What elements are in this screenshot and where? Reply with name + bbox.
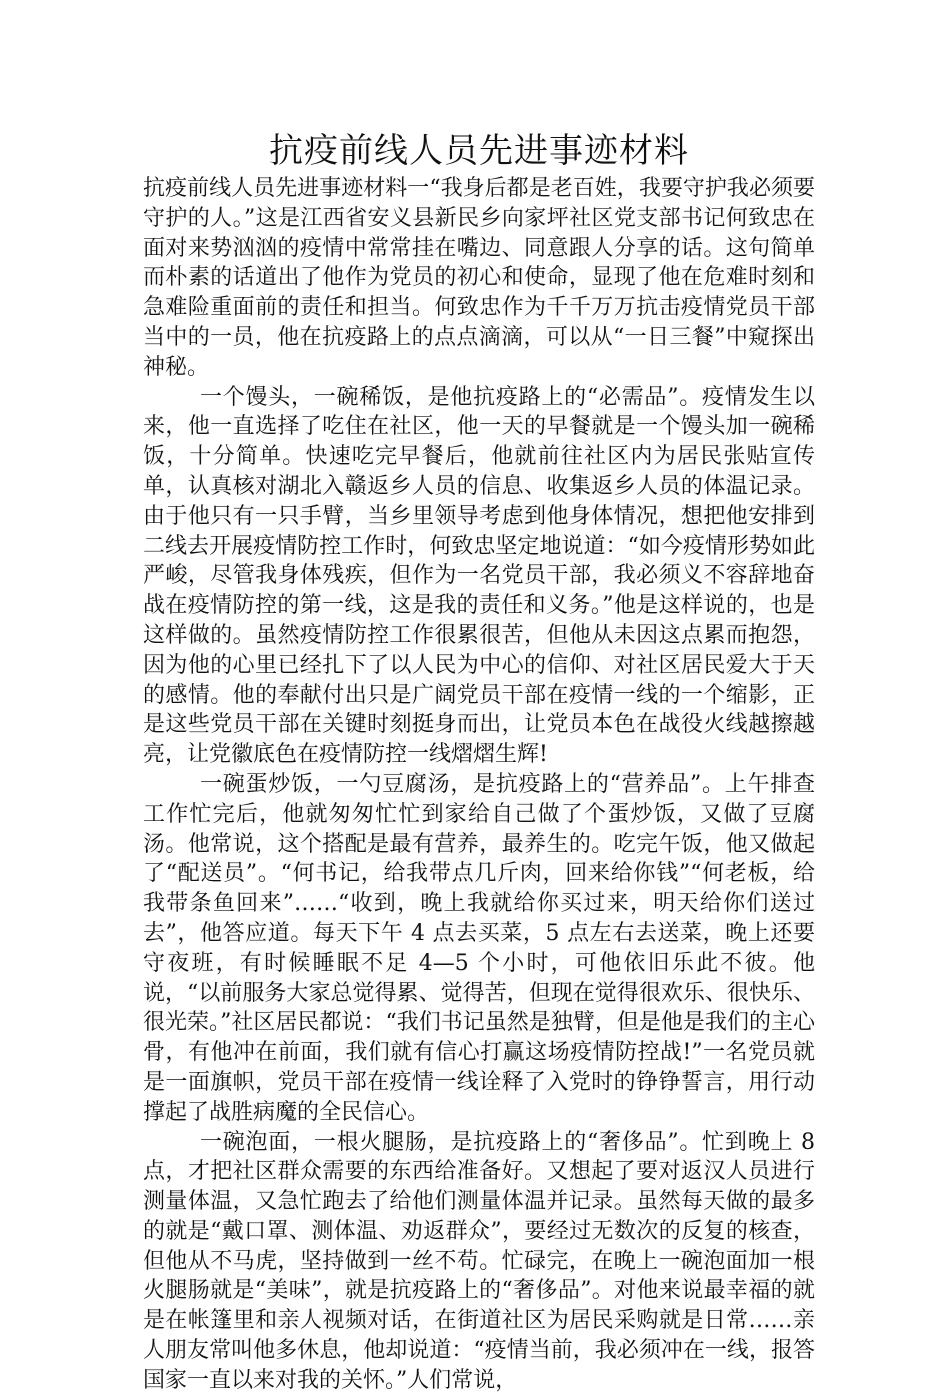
document-title: 抗疫前线人员先进事迹材料 bbox=[269, 131, 689, 171]
paragraph-breakfast: 一个馒头，一碗稀饭，是他抗疫路上的“必需品”。疫情发生以来，他一直选择了吃住在社区，他一天的早餐就是一个馒头加一碗稀饭，十分简单。快速吃完早餐后，他就前往社区内为居民张贴宣传单，认真核对湖北入赣返乡人员的信息、收集返乡人员的体温记录。由于他只有一只手臂，当乡里领导考虑到他身体情况，想把他安排到二线去开展疫情防控工作时，何致忠坚定地说道：“如今疫情形势如此严峻，尽管我身体残疾，但作为一名党员干部，我必须义不容辞地奋战在疫情防控的第一线，这是我的责任和义务。”他是这样说的，也是这样做的。虽然疫情防控工作很累很苦，但他从未因这点累而抱怨，因为他的心里已经扎下了以人民为中心的信仰、对社区居民爱大于天的感情。他的奉献付出只是广阔党员干部在疫情一线的一个缩影，正是这些党员干部在关键时刻挺身而出，让党员本色在战役火线越擦越亮，让党徽底色在疫情防控一线熠熠生辉! bbox=[143, 384, 815, 768]
paragraph-intro: 抗疫前线人员先进事迹材料一“我身后都是老百姓，我要守护我必须要守护的人。”这是江西省安义县新民乡向家坪社区党支部书记何致忠在面对来势汹汹的疫情中常常挂在嘴边、同意跟人分享的话。这句简单而朴素的话道出了他作为党员的初心和使命，显现了他在危难时刻和急难险重面前的责任和担当。何致忠作为千千万万抗击疫情党员干部当中的一员，他在抗疫路上的点点滴滴，可以从“一日三餐”中窥探出神秘。 bbox=[143, 176, 815, 380]
paragraph-lunch: 一碗蛋炒饭，一勺豆腐汤，是抗疫路上的“营养品”。上午排查工作忙完后，他就匆匆忙忙到家给自己做了个蛋炒饭，又做了豆腐汤。他常说，这个搭配是最有营养，最养生的。吃完午饭，他又做起了“配送员”。“何书记，给我带点几斤肉，回来给你钱”“何老板，给我带条鱼回来”……“收到，晚上我就给你买过来，明天给你们送过去”，他答应道。每天下午 4 点去买菜，5 点左右去送菜，晚上还要守夜班，有时候睡眠不足 4—5 个小时，可他依旧乐此不彼。他说，“以前服务大家总觉得累、觉得苦，但现在觉得很欢乐、很快乐、很光荣。”社区居民都说：“我们书记虽然是独臂，但是他是我们的主心骨，有他冲在前面，我们就有信心打赢这场疫情防控战!”一名党员就是一面旗帜，党员干部在疫情一线诠释了入党时的铮铮誓言，用行动撑起了战胜病魔的全民信心。 bbox=[143, 771, 815, 1125]
paragraph-dinner: 一碗泡面，一根火腿肠，是抗疫路上的“奢侈品”。忙到晚上 8 点，才把社区群众需要的东西给准备好。又想起了要对返汉人员进行测量体温，又急忙跑去了给他们测量体温并记录。虽然每天做的最多的就是“戴口罩、测体温、劝返群众”，要经过无数次的反复的核查，但他从不马虎，坚持做到一丝不苟。忙碌完，在晚上一碗泡面加一根火腿肠就是“美味”，就是抗疫路上的“奢侈品”。对他来说最幸福的就是在帐篷里和亲人视频对话，在街道社区为居民采购就是日常……亲人朋友常叫他多休息，他却说道：“疫情当前，我必须冲在一线，报答国家一直以来对我的关怀。”人们常说， bbox=[143, 1129, 815, 1393]
document-page bbox=[143, 128, 815, 1393]
